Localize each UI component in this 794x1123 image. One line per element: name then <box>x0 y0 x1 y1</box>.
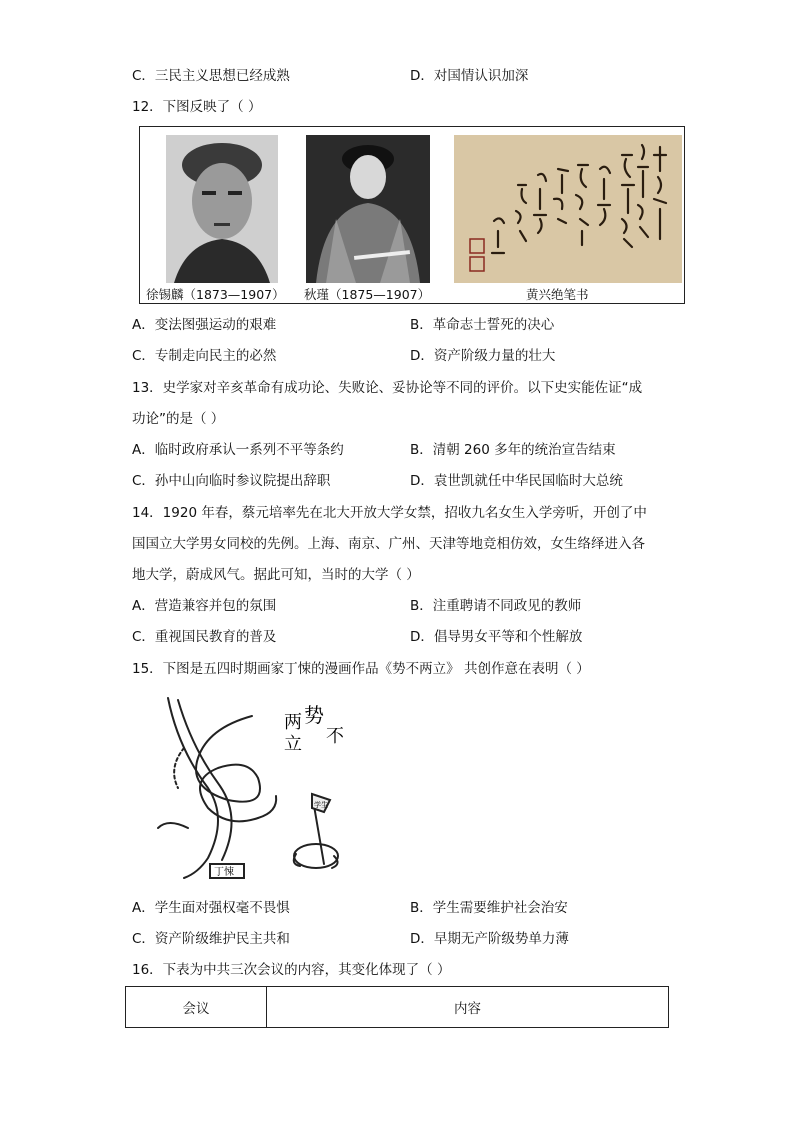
q13-stem-line-2: 功论”的是（ ） <box>132 411 225 427</box>
q12-option-a: A．变法图强运动的艰难 <box>132 317 277 333</box>
huang-xing-calligraphy <box>454 135 682 283</box>
q15-option-a: A．学生面对强权毫不畏惧 <box>132 900 290 916</box>
q13-stem-line-1: 13．史学家对辛亥革命有成功论、失败论、妥协论等不同的评价。以下史实能佐证“成 <box>132 380 643 396</box>
table-header-meeting: 会议 <box>126 987 267 1028</box>
q11-option-c: C．三民主义思想已经成熟 <box>132 68 290 84</box>
q13-option-b: B．清朝 260 多年的统治宣告结束 <box>410 442 616 458</box>
q16-stem: 16．下表为中共三次会议的内容，其变化体现了（ ） <box>132 962 451 978</box>
q11-option-d: D．对国情认识加深 <box>410 68 529 84</box>
q13-option-d: D．袁世凯就任中华民国临时大总统 <box>410 473 623 489</box>
q13-option-c: C．孙中山向临时参议院提出辞职 <box>132 473 331 489</box>
caption-qiu-jin: 秋瑾（1875—1907） <box>304 287 431 302</box>
cartoon-title-char-2: 不 <box>326 726 344 747</box>
q15-option-d: D．早期无产阶级势单力薄 <box>410 931 569 947</box>
caption-huang-xing: 黄兴绝笔书 <box>526 287 589 302</box>
cartoon-flag-text: 学生 <box>314 801 328 809</box>
xu-xilin-portrait <box>166 135 278 283</box>
cartoon-signature: 丁悚 <box>214 867 234 878</box>
q12-option-b: B．革命志士誓死的决心 <box>410 317 555 333</box>
cartoon-shi-bu-liang-li <box>148 688 368 883</box>
q15-option-b: B．学生需要维护社会治安 <box>410 900 568 916</box>
cartoon-title-char-1: 势 <box>304 703 324 727</box>
q14-option-a: A．营造兼容并包的氛围 <box>132 598 277 614</box>
q14-option-b: B．注重聘请不同政见的教师 <box>410 598 582 614</box>
q15-stem: 15．下图是五四时期画家丁悚的漫画作品《势不两立》 共创作意在表明（ ） <box>132 661 590 677</box>
qiu-jin-portrait <box>306 135 430 283</box>
q14-stem-line-1: 14．1920 年春，蔡元培率先在北大开放大学女禁，招收九名女生入学旁听，开创了中 <box>132 505 647 521</box>
table-header-content: 内容 <box>267 987 669 1028</box>
caption-xu-xilin: 徐锡麟（1873—1907） <box>146 287 285 302</box>
q12-option-d: D．资产阶级力量的壮大 <box>410 348 556 364</box>
q12-stem: 12．下图反映了（ ） <box>132 99 262 115</box>
q15-option-c: C．资产阶级维护民主共和 <box>132 931 290 947</box>
q12-option-c: C．专制走向民主的必然 <box>132 348 277 364</box>
q14-stem-line-2: 国国立大学男女同校的先例。上海、南京、广州、天津等地竞相仿效，女生络绎进入各 <box>132 536 645 552</box>
cartoon-title-char-3: 两 <box>284 712 302 733</box>
q12-figure <box>139 126 685 304</box>
q14-option-c: C．重视国民教育的普及 <box>132 629 277 645</box>
table-row <box>126 987 669 1028</box>
q16-table <box>125 986 669 1028</box>
q14-stem-line-3: 地大学，蔚成风气。据此可知，当时的大学（ ） <box>132 567 420 583</box>
q13-option-a: A．临时政府承认一系列不平等条约 <box>132 442 344 458</box>
cartoon-title-char-4: 立 <box>284 734 302 755</box>
q14-option-d: D．倡导男女平等和个性解放 <box>410 629 583 645</box>
